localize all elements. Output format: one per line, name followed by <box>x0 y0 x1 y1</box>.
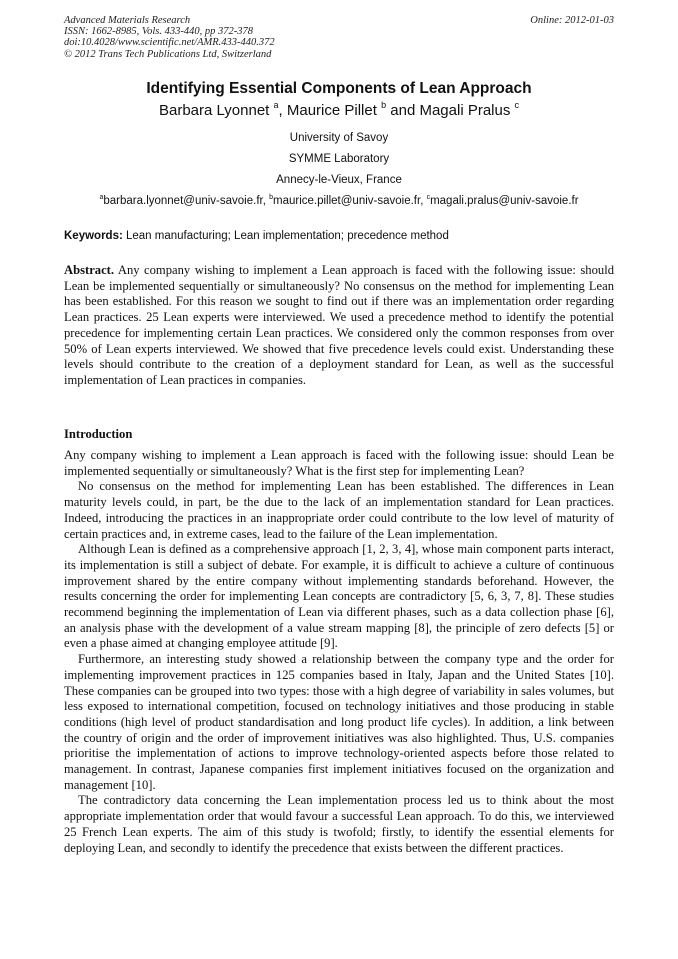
affiliation-university: University of Savoy <box>289 132 389 144</box>
email-link[interactable]: maurice.pillet@univ-savoie.fr <box>273 195 421 207</box>
email-link[interactable]: barbara.lyonnet@univ-savoie.fr <box>103 195 263 207</box>
author-name: Magali Pralus <box>419 102 511 119</box>
paper-title: Identifying Essential Components of Lean Approach <box>146 80 532 97</box>
paragraph: No consensus on the method for implementing Lean has been established. The differences in Lean maturity levels could, in part, be the due to the lack of an implementation standard for Lean practices. Indeed, introducing the practices in an inappropriate order could contribute to the low level of maturity of certain practices and, in extreme cases, lead to the failure of the Lean implementation. <box>64 479 614 541</box>
author-list <box>0 102 678 119</box>
email-mark: a <box>99 194 104 201</box>
paragraph: The contradictory data concerning the Lean implementation process led us to think about the most appropriate implementation order that would favour a successful Lean approach. To do this, we interviewed 25 French Lean experts. The aim of this study is twofold; firstly, to identify the essential elements for deploying Lean, and secondly to identify the precedence that exists between the different practices. <box>64 793 614 855</box>
paragraph: Any company wishing to implement a Lean approach is faced with the following issue: should Lean be implemented sequentially or simultaneously? What is the first step for implementing Lean? <box>64 448 614 478</box>
journal-header <box>64 15 275 60</box>
email-list <box>0 195 678 207</box>
author-name: Barbara Lyonnet <box>158 102 270 119</box>
abstract-text: Any company wishing to implement a Lean approach is faced with the following issue: should Lean be implemented sequentially or simultaneously? No consensus on the method for implementing Lean has been established. For this reason we sought to find out if there was an implementation order regarding Lean practices. 25 Lean experts were interviewed. We used a precedence method to identify the potential precedence for implementing certain Lean practices. We considered only the common responses from over 50% of Lean experts interviewed. We showed that five precedence levels could exist. Understanding these levels should contribute to the creation of a deployment standard for Lean, as well as the successful implementation of Lean practices in companies. <box>64 263 614 387</box>
abstract <box>64 263 614 389</box>
abstract-label: Abstract. <box>64 263 115 277</box>
author-affil-mark: c <box>514 100 520 110</box>
affiliation-lab: SYMME Laboratory <box>288 153 390 165</box>
journal-name: Advanced Materials Research <box>64 15 191 26</box>
section-heading-introduction: Introduction <box>64 427 133 441</box>
author-separator: , <box>278 102 287 119</box>
copyright-line: © 2012 Trans Tech Publications Ltd, Switzerland <box>64 48 272 60</box>
paragraph: Furthermore, an interesting study showed a relationship between the company type and the order for implementing improvement practices in 125 companies based in Italy, Japan and the United States [10]. These companies can be grouped into two types: those with a high degree of variability in sales volumes, but less exposed to international competition, focused on technology initiatives and those producing in stable conditions (high level of product standardisation and long product life cycles). In addition, a link between the country of origin and the order of improvement initiatives was also highlighted. Thus, U.S. companies prioritise the implementation of actions to improve technology-oriented aspects before those related to management. In contrast, Japanese companies first implement initiatives focused on the organization and management [10]. <box>64 652 614 792</box>
email-mark: c <box>426 194 431 201</box>
email-separator: , <box>420 195 427 207</box>
email-mark: b <box>269 194 273 201</box>
author-affil-mark: b <box>381 100 387 110</box>
author-affil-mark: a <box>273 100 279 110</box>
paragraph: Although Lean is defined as a comprehensive approach [1, 2, 3, 4], whose main component parts interact, its implementation is still a subject of debate. For example, it is difficult to achieve a culture of continuous improvement shared by the entire company without implementing standards beforehand. However, the results concerning the order for implementing Lean concepts are contradictory [5, 6, 3, 7, 8]. These studies recommend beginning the implementation of Lean via different phases, such as a data collection phase [6], an analysis phase with the development of a value stream mapping [8], the principle of zero defects [5] or even a phase aimed at changing employee attitude [9]. <box>64 542 614 651</box>
author-name: Maurice Pillet <box>286 102 377 119</box>
online-date: Online: 2012-01-03 <box>530 15 614 26</box>
affiliation-location: Annecy-le-Vieux, France <box>276 174 402 186</box>
doi-line: doi:10.4028/www.scientific.net/AMR.433-440.372 <box>64 37 275 49</box>
author-separator: and <box>386 102 420 119</box>
issn-line: ISSN: 1662-8985, Vols. 433-440, pp 372-378 <box>64 26 253 38</box>
keywords-text: Lean manufacturing; Lean implementation; precedence method <box>126 230 449 242</box>
email-separator: , <box>262 195 270 207</box>
introduction-body <box>64 448 614 856</box>
keywords <box>64 230 449 242</box>
keywords-label: Keywords: <box>64 230 123 242</box>
email-link[interactable]: magali.pralus@univ-savoie.fr <box>430 195 579 207</box>
